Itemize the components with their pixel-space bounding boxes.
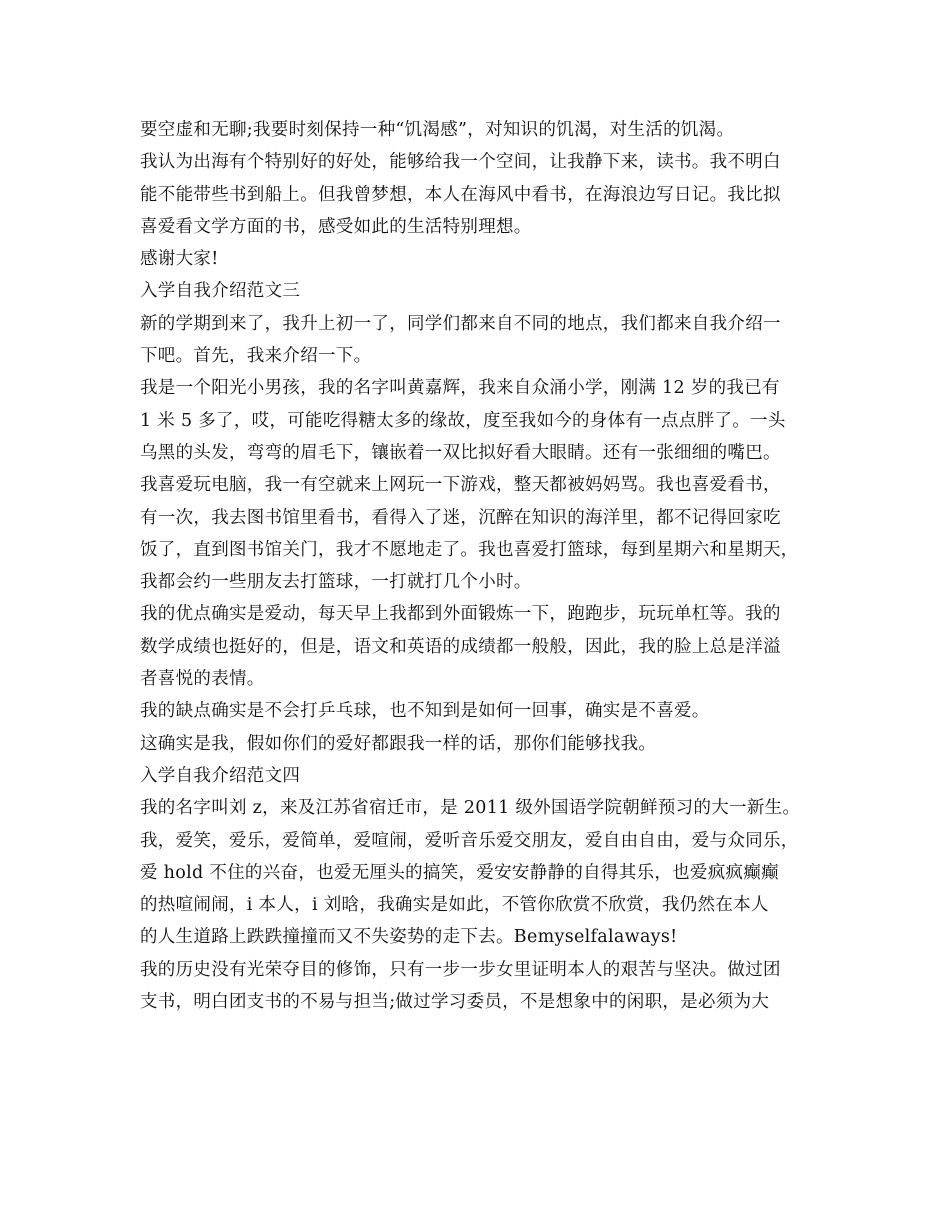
text-line: 我的名字叫刘 z，来及江苏省宿迁市，是 2011 级外国语学院朝鲜预习的大一新生。 xyxy=(140,798,801,819)
text-line: 这确实是我，假如你们的爱好都跟我一样的话，那你们能够找我。 xyxy=(140,733,657,754)
text-line: 下吧。首先，我来介绍一下。 xyxy=(140,346,372,367)
text-line: 支书，明白团支书的不易与担当;做过学习委员，不是想象中的闲职，是必须为大 xyxy=(140,992,770,1013)
text-line: 乌黑的头发，弯弯的眉毛下，镶嵌着一双比拟好看大眼睛。还有一张细细的嘴巴。 xyxy=(140,442,781,463)
text-line: 我喜爱玩电脑，我一有空就来上网玩一下游戏，整天都被妈妈骂。我也喜爱看书， xyxy=(140,475,781,496)
text-line: 能不能带些书到船上。但我曾梦想，本人在海风中看书，在海浪边写日记。我比拟 xyxy=(140,184,781,205)
text-line: 感谢大家! xyxy=(140,249,219,270)
text-line: 我都会约一些朋友去打篮球，一打就打几个小时。 xyxy=(140,572,532,593)
text-line: 我的缺点确实是不会打乒乓球，也不知到是如何一回事，确实是不喜爱。 xyxy=(140,701,710,722)
text-line: 要空虚和无聊;我要时刻保持一种“饥渴感”，对知识的饥渴，对生活的饥渴。 xyxy=(140,120,735,140)
section-heading: 入学自我介绍范文四 xyxy=(140,765,301,786)
text-line: 数学成绩也挺好的，但是，语文和英语的成绩都一般般，因此，我的脸上总是洋溢 xyxy=(140,636,781,657)
text-line: 我是一个阳光小男孩，我的名字叫黄嘉辉，我来自众涌小学，刚满 12 岁的我已有 xyxy=(140,378,780,399)
text-line: 爱 hold 不住的兴奋，也爱无厘头的搞笑，爱安安静静的自得其乐，也爱疯疯癫癫 xyxy=(140,862,779,883)
section-heading: 入学自我介绍范文三 xyxy=(140,281,301,302)
text-line: 有一次，我去图书馆里看书，看得入了迷，沉醉在知识的海洋里，都不记得回家吃 xyxy=(140,507,781,528)
text-line: 的热喧闹闹，i 本人，i 刘晗，我确实是如此，不管你欣赏不欣赏，我仍然在本人 xyxy=(140,895,769,916)
text-line: 新的学期到来了，我升上初一了，同学们都来自不同的地点，我们都来自我介绍一 xyxy=(140,313,781,334)
text-line: 者喜悦的表情。 xyxy=(140,669,265,690)
text-line: 我，爱笑，爱乐，爱简单，爱喧闹，爱听音乐爱交朋友，爱自由自由，爱与众同乐， xyxy=(140,830,799,851)
text-line: 喜爱看文学方面的书，感受如此的生活特别理想。 xyxy=(140,216,532,237)
text-line: 的人生道路上跌跌撞撞而又不失姿势的走下去。Bemyselfalaways! xyxy=(140,927,678,948)
document-body xyxy=(140,114,825,1018)
text-line: 我的历史没有光荣夺目的修饰，只有一步一步女里证明本人的艰苦与坚决。做过团 xyxy=(140,959,781,980)
text-line: 1 米 5 多了，哎，可能吃得糖太多的缘故，度至我如今的身体有一点点胖了。一头 xyxy=(140,410,786,431)
text-line: 我的优点确实是爱动，每天早上我都到外面锻炼一下，跑跑步，玩玩单杠等。我的 xyxy=(140,604,781,625)
text-line: 饭了，直到图书馆关门，我才不愿地走了。我也喜爱打篮球，每到星期六和星期天， xyxy=(140,539,799,560)
text-line: 我认为出海有个特别好的好处，能够给我一个空间，让我静下来，读书。我不明白 xyxy=(140,152,781,173)
